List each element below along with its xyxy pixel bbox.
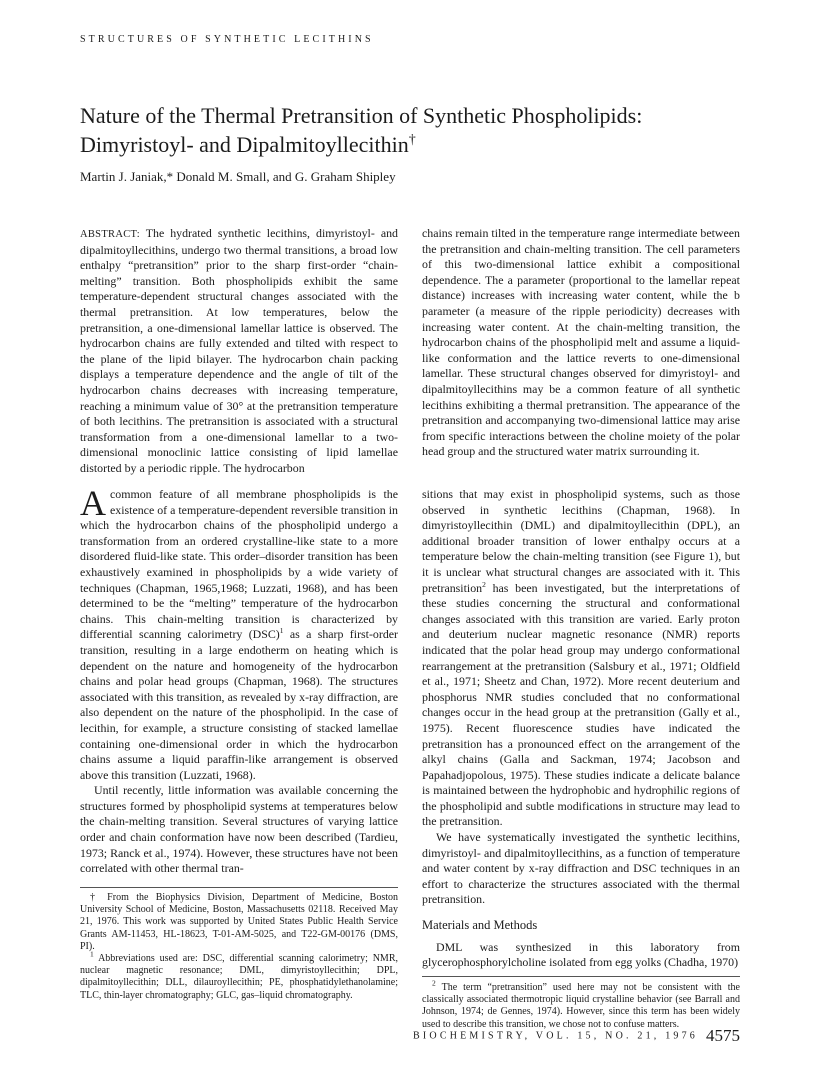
abstract-text-right: chains remain tilted in the temperature range intermediate between the pretransition and chain-melting transition. The cell parameters of this two-dimensional lattice exhibit a compositional dependence. The a parameter (proportional to the lamellar repeat distance) increases with increasing water content, while the b parameter (a measure of the ripple periodicity) decreases with increasing water content. At the chain-melting transition, the hydrocarbon chains of the phospholipid melt and assume a liquid-like conformation and the lattice reverts to one-dimensional lamellar. These structural changes observed for dimyristoyl- and dipalmitoyllecithins may be a common feature of all synthetic lecithins exhibiting a thermal pretransition. The appearance of the pretransition and accompanying two-dimensional lattice may arise from specific interactions between the choline moiety of the polar head group and the structured water matrix surrounding it. [422, 226, 740, 459]
intro-paragraph-3 [422, 487, 740, 830]
article-title [80, 101, 740, 159]
footnote-divider-right [422, 976, 740, 977]
abstract-paragraph [80, 226, 398, 477]
journal-citation: BIOCHEMISTRY, VOL. 15, NO. 21, 1976 [413, 1030, 698, 1042]
title-footnote-marker: † [408, 132, 416, 148]
footnote-ref-2[interactable]: 2 [482, 579, 486, 589]
section-heading-methods: Materials and Methods [422, 918, 538, 933]
footnote-dagger: † From the Biophysics Division, Department of Medicine, Boston University School of Medicine, Boston, Massachusetts 02118. Received May 21, 1976. This work was supported by United States Public Health Service Grants AM-11453, HL-18623, T-01-AM-5025, and T22-GM-00176 (DMS, PI). [80, 892, 398, 952]
body-left-column [80, 483, 399, 877]
footnote-1 [80, 949, 398, 1002]
title-line-1: Nature of the Thermal Pretransition of Synthetic Phospholipids: [80, 103, 643, 128]
body-right-column [422, 487, 740, 971]
intro-text-1b: as a sharp first-order transition, resulting in a large endotherm on heating which is dependent on the nature and homogeneity of the hydrocarbon chains and polar head groups (Chapman, 1968). The structures associated with this transition, as revealed by x-ray diffraction, are also dependent on the nature of the phospholipid. In the case of lecithin, for example, a structure consisting of stacked lamellae containing one-dimensional order in which the hydrocarbon chains assume a liquid paraffin-like arrangement is observed above this transition (Luzzati, 1968). [80, 627, 399, 782]
title-line-2: Dimyristoyl- and Dipalmitoyllecithin [80, 132, 409, 157]
intro-text-3a: sitions that may exist in phospholipid systems, such as those observed in synthetic lecithins (Chapman, 1968). In dimyristoyllecithin (DML) and dipalmitoyllecithin (DPL), an additional broader transition of lower enthalpy occurs at a temperature below the chain-melting transition (see Figure 1), but it is unclear what structural changes are associated with it. This pretransition [422, 487, 740, 595]
methods-paragraph-1: DML was synthesized in this laboratory from glycerophosphorylcholine isolated from egg yolks (Chadha, 1970) [422, 939, 740, 970]
intro-text-3b: has been investigated, but the interpretations of these studies concerning the structural and conformational changes associated with this transition are varied. Early proton and deuterium nuclear magnetic resonance (NMR) reports indicated that the polar head group may undergo conformational rearrangement at the pretransition (Salsbury et al., 1971; Oldfield et al., 1971; Sheetz and Chan, 1972). More recent deuterium and phosphorus NMR studies concluded that no conformational changes occur in the head group at the pretransition (Gally et al., 1975). Recent fluorescence studies have indicated the pretransition has a pronounced effect on the arrangement of the alkyl chains (Galla and Sackman, 1974; Jacobson and Papahadjopolous, 1975). These studies indicate a delicate balance is maintained between the hydrophobic and hydrophilic regions of the phospholipid and subtle modifications in structure may lead to the pretransition. [422, 580, 740, 829]
running-head: STRUCTURES OF SYNTHETIC LECITHINS [80, 34, 374, 45]
footnotes-right [422, 978, 740, 1031]
footnote-2 [422, 978, 740, 1031]
intro-paragraph-2: Until recently, little information was available concerning the structures formed by phospholipid systems at temperatures below the chain-melting transition. Several structures of varying lattice order and chain conformation have now been described (Tardieu, 1973; Ranck et al., 1974). However, these structures have not been correlated with other thermal tran- [80, 783, 398, 876]
drop-cap: A [80, 483, 106, 523]
intro-text-1a: common feature of all membrane phospholipids is the existence of a temperature-dependent reversible transition in which the hydrocarbon chains of the phospholipid undergo a transformation from an ordered crystalline-like state to a more disordered fluid-like state. This order–disorder transition has been exhaustively examined in phospholipids by a wide variety of techniques (Chapman, 1965,1968; Luzzati, 1968), and has been determined to be the “melting” temperature of the hydrocarbon chains. This chain-melting transition is characterized by differential scanning calorimetry (DSC) [80, 487, 398, 642]
intro-paragraph-4: We have systematically investigated the synthetic lecithins, dimyristoyl- and dipalmitoyllecithins, as a function of temperature and water content by x-ray diffraction and DSC techniques in an effort to characterize the structures associated with the thermal pretransition. [422, 830, 740, 907]
page-number: 4575 [706, 1026, 740, 1045]
footnote-ref-1[interactable]: 1 [279, 626, 284, 636]
page-footer [398, 1026, 740, 1046]
author-list: Martin J. Janiak,* Donald M. Small, and G. Graham Shipley [80, 169, 396, 184]
footnote-1-number: 1 [90, 949, 94, 959]
footnote-2-number: 2 [432, 978, 436, 988]
footnote-1-text: Abbreviations used are: DSC, differential scanning calorimetry; NMR, nuclear magnetic resonance; DML, dimyristoyllecithin; DPL, dipalmitoyllecithin; DLL, dilauroyllecithin; PE, phosphatidylethanolamine; TLC, thin-layer chromatography; GLC, gas–liquid chromatography. [80, 953, 398, 1001]
abstract-right-column [422, 226, 740, 460]
abstract-left-column [80, 226, 398, 477]
footnotes-left [80, 892, 398, 1002]
footnote-2-text: The term “pretransition” used here may not be consistent with the classically associated thermotropic liquid crystalline behavior (see Barrall and Johnson, 1974; de Gennes, 1974). However, since this term has been widely used to describe this transition, we chose not to confuse matters. [422, 982, 740, 1030]
abstract-label: ABSTRACT: [80, 229, 140, 240]
abstract-text-left: The hydrated synthetic lecithins, dimyristoyl- and dipalmitoyllecithins, undergo two thermal transitions, a broad low enthalpy “pretransition” prior to the sharp first-order “chain-melting” transition. Both phospholipids exhibit the same temperature-dependent structural changes associated with the thermal pretransition. At low temperatures, below the pretransition, a one-dimensional lamellar lattice is observed. The hydrocarbon chains are fully extended and tilted with respect to the plane of the lipid bilayer. The hydrocarbon chain packing displays a temperature dependence and the angle of tilt of the hydrocarbon chains decreases with increasing temperature, reaching a minimum value of 30° at the pretransition temperature of both lecithins. The pretransition is associated with a structural transformation from a one-dimensional lamellar to a two-dimensional monoclinic lattice consisting of lipid lamellae distorted by a periodic ripple. The hydrocarbon [80, 226, 398, 475]
intro-paragraph-1 [80, 483, 399, 783]
footnote-divider-left [80, 887, 398, 888]
